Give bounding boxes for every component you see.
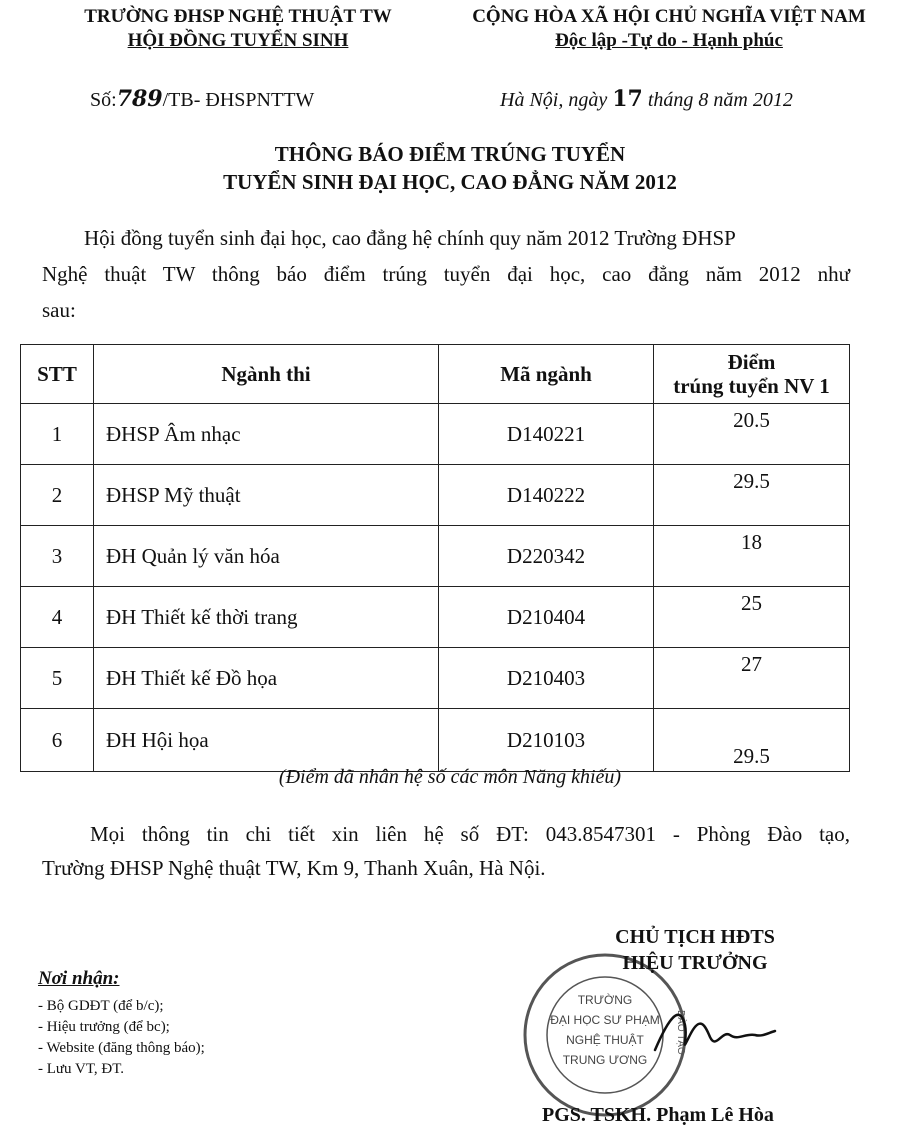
- page-title: THÔNG BÁO ĐIỂM TRÚNG TUYỂN: [274, 142, 626, 166]
- motto-text: Độc lập -Tự do - Hạnh phúc: [555, 30, 783, 51]
- col-header-diem: [654, 345, 850, 404]
- cell-stt: 1: [21, 404, 94, 465]
- table-note: (Điểm đã nhân hệ số các môn Năng khiếu): [278, 766, 622, 788]
- table-row: [21, 587, 850, 648]
- seal-line: TRƯỜNG: [577, 993, 633, 1007]
- cell-diem: 29.5: [654, 709, 850, 772]
- motto: [444, 30, 894, 52]
- cell-diem: 25: [654, 587, 850, 648]
- cell-stt: 2: [21, 465, 94, 526]
- seal-ring-text: ĐÀO TẠO: [675, 1010, 686, 1055]
- cell-nganh: ĐHSP Âm nhạc: [94, 404, 439, 465]
- cell-ma: D140222: [439, 465, 654, 526]
- col-header-stt: STT: [21, 345, 94, 404]
- document-date: [500, 86, 793, 112]
- cell-diem: 29.5: [654, 465, 850, 526]
- council-name: HỘI ĐỒNG TUYỂN SINH: [127, 30, 349, 51]
- col-header-diem-line2: trúng tuyển NV 1: [673, 374, 830, 398]
- cell-stt: 3: [21, 526, 94, 587]
- table-row: [21, 465, 850, 526]
- recipients-list: [38, 996, 205, 1080]
- cell-ma: D210403: [439, 648, 654, 709]
- cell-ma: D220342: [439, 526, 654, 587]
- page-subtitle: TUYỂN SINH ĐẠI HỌC, CAO ĐẲNG NĂM 2012: [223, 170, 677, 194]
- country-name: CỘNG HÒA XÃ HỘI CHỦ NGHĨA VIỆT NAM: [472, 6, 866, 27]
- recipient-item: - Lưu VT, ĐT.: [38, 1061, 125, 1077]
- cell-stt: 4: [21, 587, 94, 648]
- recipients-title: Nơi nhận:: [38, 968, 120, 989]
- admission-score-table: [20, 344, 850, 772]
- so-prefix: Số:: [90, 89, 117, 111]
- intro-line-3: sau:: [42, 298, 76, 322]
- cell-ma: D210404: [439, 587, 654, 648]
- cell-diem: 27: [654, 648, 850, 709]
- seal-line: ĐẠI HỌC SƯ PHẠM: [550, 1013, 660, 1027]
- cell-ma: D210103: [439, 709, 654, 772]
- cell-stt: 6: [21, 709, 94, 772]
- table-row: [21, 404, 850, 465]
- intro-line-2: Nghệ thuật TW thông báo điểm trúng tuyển đại học, cao đẳng năm 2012 như: [42, 262, 850, 286]
- table-row: [21, 648, 850, 709]
- document-number: [90, 86, 314, 112]
- date-day-handwritten: 17: [612, 86, 643, 112]
- so-suffix: /TB- ĐHSPNTTW: [162, 89, 315, 111]
- contact-line-2: Trường ĐHSP Nghệ thuật TW, Km 9, Thanh Xuân, Hà Nội.: [42, 856, 546, 880]
- cell-stt: 5: [21, 648, 94, 709]
- col-header-ma: Mã ngành: [439, 345, 654, 404]
- cell-diem: 20.5: [654, 404, 850, 465]
- seal-line: TRUNG ƯƠNG: [562, 1053, 648, 1067]
- contact-line-1: Mọi thông tin chi tiết xin liên hệ số ĐT: 043.8547301 - Phòng Đào tạo,: [90, 822, 850, 846]
- cell-nganh: ĐH Thiết kế Đồ họa: [94, 648, 439, 709]
- school-name: TRƯỜNG ĐHSP NGHỆ THUẬT TW: [84, 6, 392, 27]
- seal-line: NGHỆ THUẬT: [566, 1033, 644, 1047]
- cell-nganh: ĐH Thiết kế thời trang: [94, 587, 439, 648]
- recipient-item: - Hiệu trưởng (để bc);: [38, 1019, 170, 1035]
- cell-diem: 18: [654, 526, 850, 587]
- table-row: [21, 526, 850, 587]
- signer-name: PGS. TSKH. Phạm Lê Hòa: [542, 1104, 774, 1126]
- signer-role-1: CHỦ TỊCH HĐTS: [615, 926, 775, 948]
- recipient-item: - Website (đăng thông báo);: [38, 1040, 205, 1056]
- col-header-diem-line1: Điểm: [727, 350, 776, 374]
- col-header-nganh: Ngành thi: [94, 345, 439, 404]
- cell-ma: D140221: [439, 404, 654, 465]
- so-number-handwritten: 789: [116, 86, 163, 112]
- date-suffix: tháng 8 năm 2012: [647, 89, 793, 111]
- date-prefix: Hà Nội, ngày: [500, 89, 608, 111]
- signer-role-2: HIỆU TRƯỞNG: [622, 952, 768, 974]
- table-row: [21, 709, 850, 772]
- intro-line-1: Hội đồng tuyển sinh đại học, cao đẳng hệ chính quy năm 2012 Trường ĐHSP: [84, 226, 736, 250]
- recipient-item: - Bộ GDĐT (để b/c);: [38, 998, 164, 1014]
- table-header-row: [21, 345, 850, 404]
- cell-nganh: ĐH Hội họa: [94, 709, 439, 772]
- cell-nganh: ĐH Quản lý văn hóa: [94, 526, 439, 587]
- cell-nganh: ĐHSP Mỹ thuật: [94, 465, 439, 526]
- handwritten-signature: [650, 995, 780, 1065]
